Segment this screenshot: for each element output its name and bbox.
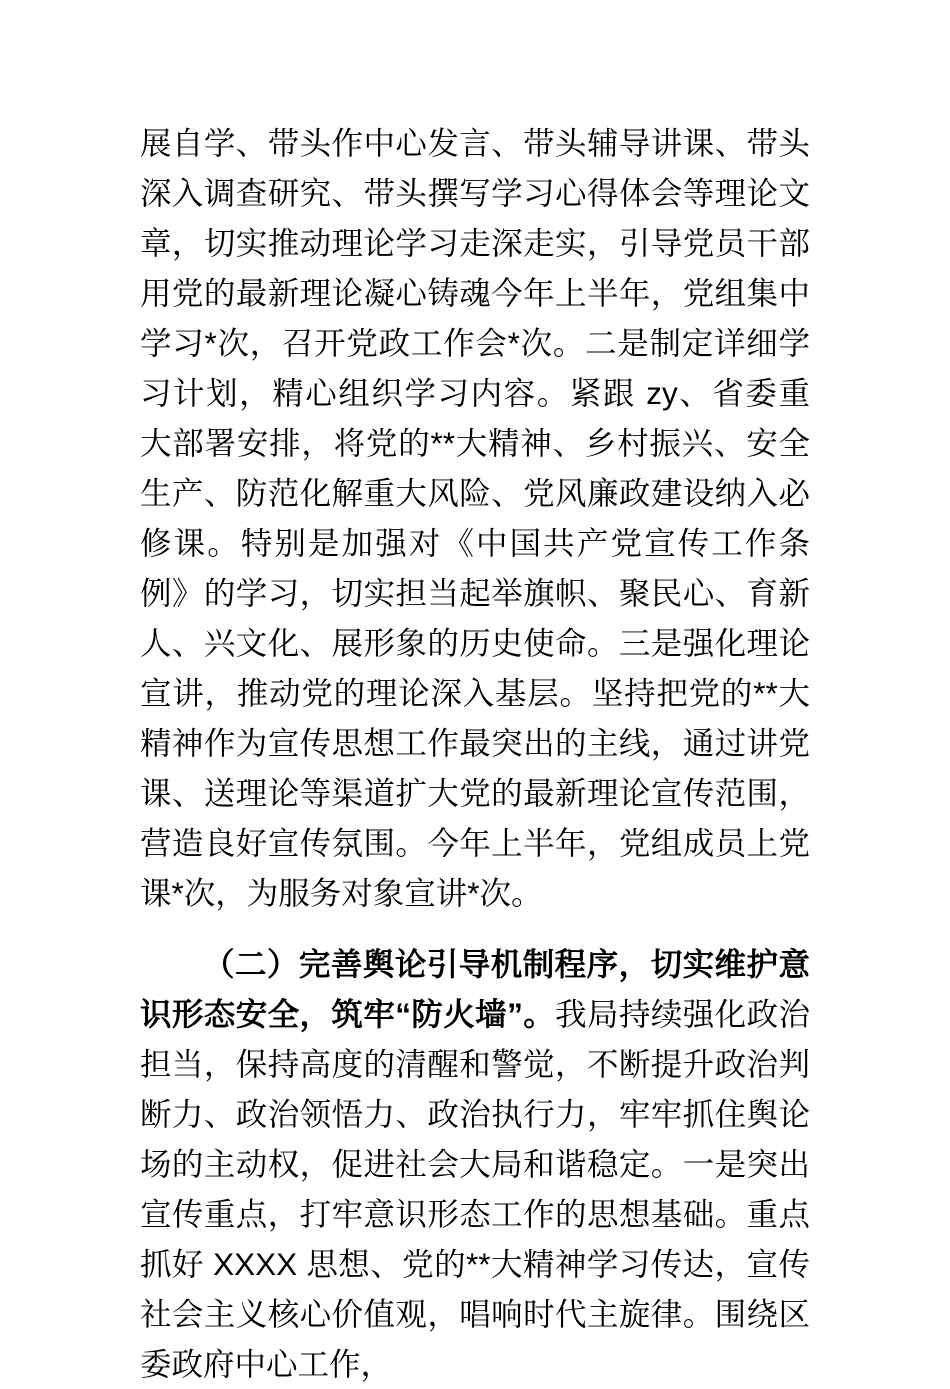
paragraph-run-text: 我局持续强化政治担当，保持高度的清醒和警觉，不断提升政治判断力、政治领悟力、政治执行力，牢牢抓住舆论场的主动权，促进社会大局和谐稳定。一是突出宣传重点，打牢意识形态工作的思想基础。重点抓好 XXXX 思想、党的**大精神学习传达，宣传社会主义核心价值观，唱响时代主旋律。围绕区委政府中心工作，	[140, 996, 810, 1382]
document-body	[140, 118, 810, 1389]
section-heading-run: （二）完善舆论引导机制程序，切实维护意识形态安全，筑牢“防火墙”。	[140, 946, 810, 1032]
paragraph-theory-study	[140, 118, 810, 918]
paragraph-run-text: 展自学、带头作中心发言、带头辅导讲课、带头深入调查研究、带头撰写学习心得体会等理论文章，切实推动理论学习走深走实，引导党员干部用党的最新理论凝心铸魂今年上半年，党组集中学习*次，召开党政工作会*次。二是制定详细学习计划，精心组织学习内容。紧跟 zy、省委重大部署安排，将党的**大精神、乡村振兴、安全生产、防范化解重大风险、党风廉政建设纳入必修课。特别是加强对《中国共产党宣传工作条例》的学习，切实担当起举旗帜、聚民心、育新人、兴文化、展形象的历史使命。三是强化理论宣讲，推动党的理论深入基层。坚持把党的**大精神作为宣传思想工作最突出的主线，通过讲党课、送理论等渠道扩大党的最新理论宣传范围，营造良好宣传氛围。今年上半年，党组成员上党课*次，为服务对象宣讲*次。	[140, 125, 810, 911]
paragraph-public-opinion	[140, 939, 810, 1389]
